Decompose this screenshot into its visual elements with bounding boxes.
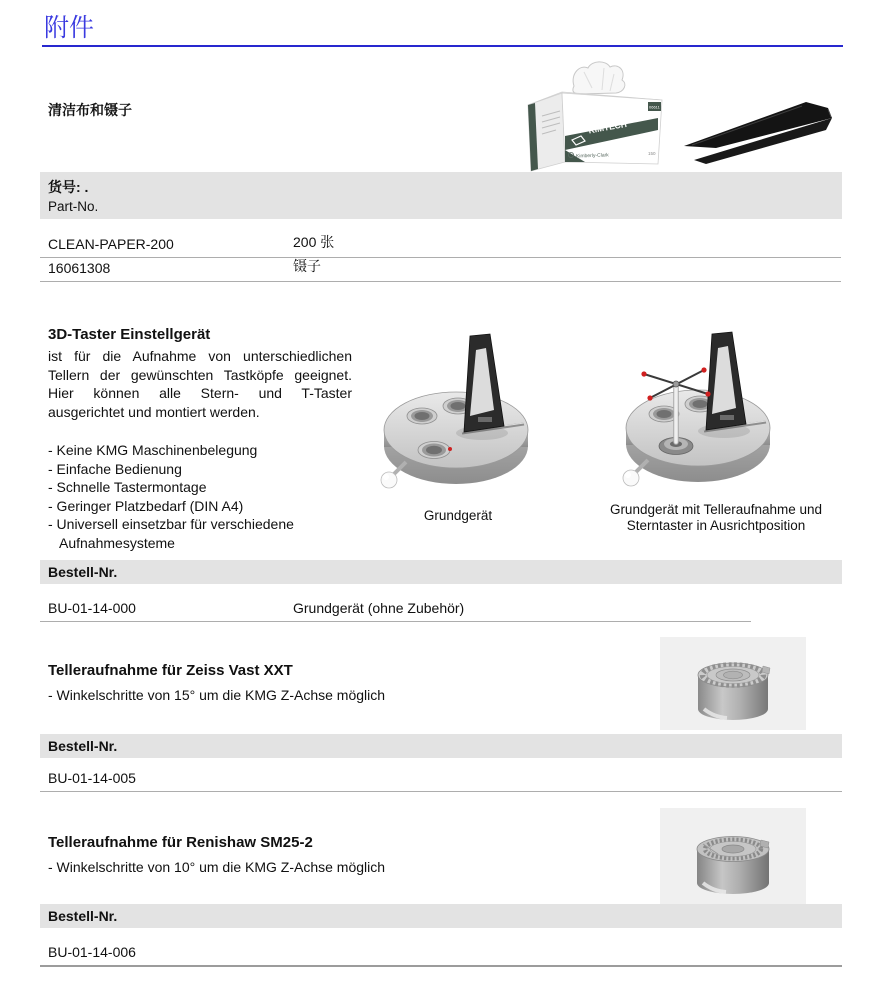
box-brand-label: KIMTECH	[587, 118, 628, 136]
description-cell: 200 张	[293, 234, 335, 250]
part-number-cell: CLEAN-PAPER-200	[48, 236, 174, 252]
order-description-cell: Grundgerät (ohne Zubehör)	[293, 600, 465, 616]
order-number-cell: BU-01-14-006	[48, 944, 136, 960]
renishaw-adapter-image	[673, 811, 793, 903]
figure-caption-right: Grundgerät mit Telleraufnahme und Sterntaster in Ausrichtposition	[609, 502, 823, 533]
order-row	[40, 938, 842, 967]
kimtech-wipes-box-image	[522, 60, 670, 175]
counterbore-hole	[407, 408, 437, 424]
taster-paragraph: ist für die Aufnahme von unterschiedlichen Tellern der gewünschten Tastköpfe geeignet. Hier können alle Stern- und T-Taster ausgerichtet und montiert werden.	[48, 348, 352, 420]
part-no-header-bar	[40, 172, 842, 219]
tweezers-image	[682, 96, 834, 168]
bullet-item: - Universell einsetzbar für verschiedene Aufnahmesysteme	[48, 516, 294, 551]
taster-bullet-list	[48, 441, 352, 552]
zeiss-section-heading: Telleraufnahme für Zeiss Vast XXT	[48, 662, 293, 679]
zeiss-adapter-image	[673, 639, 793, 729]
bestell-nr-header-bar: Bestell-Nr.	[40, 734, 842, 758]
bestell-nr-header-bar: Bestell-Nr.	[40, 560, 842, 584]
zeiss-bullet: - Winkelschritte von 15° um die KMG Z-Achse möglich	[48, 687, 386, 703]
taster-section-heading: 3D-Taster Einstellgerät	[48, 326, 211, 343]
zeiss-adapter-image-box	[660, 637, 806, 730]
part-no-header-en: Part-No.	[48, 199, 99, 214]
renishaw-adapter-image-box	[660, 808, 806, 905]
counterbore-hole	[418, 442, 450, 459]
renishaw-bullet: - Winkelschritte von 10° um die KMG Z-Achse möglich	[48, 859, 386, 875]
figure-caption-left: Grundgerät	[423, 508, 493, 523]
part-number-cell: 16061308	[48, 260, 111, 276]
bullet-item: - Keine KMG Maschinenbelegung	[48, 442, 258, 458]
order-number-cell: BU-01-14-005	[48, 770, 136, 786]
box-maker-label: Kimberly-Clark	[575, 152, 609, 160]
description-cell: 镊子	[293, 258, 321, 274]
grundgeraet-sterntaster-image	[598, 328, 790, 500]
box-count-label: 150	[648, 151, 656, 156]
table-row	[40, 230, 841, 258]
order-number-cell: BU-01-14-000	[48, 600, 136, 616]
order-row	[40, 596, 751, 622]
bullet-item: - Einfache Bedienung	[48, 460, 182, 477]
part-no-header-zh: 货号: .	[48, 179, 89, 195]
cleaning-section-heading: 清洁布和镊子	[48, 102, 132, 118]
bullet-item: - Schnelle Tastermontage	[48, 479, 207, 495]
renishaw-section-heading: Telleraufnahme für Renishaw SM25-2	[48, 834, 313, 851]
order-row	[40, 766, 842, 792]
title-underline	[42, 45, 843, 47]
box-code-label: 06611	[649, 104, 660, 110]
bestell-nr-header-bar: Bestell-Nr.	[40, 904, 842, 928]
page-title: 附件	[44, 13, 95, 42]
grundgeraet-image	[378, 330, 540, 498]
bullet-item: - Geringer Platzbedarf (DIN A4)	[48, 497, 244, 514]
table-row	[40, 257, 841, 282]
